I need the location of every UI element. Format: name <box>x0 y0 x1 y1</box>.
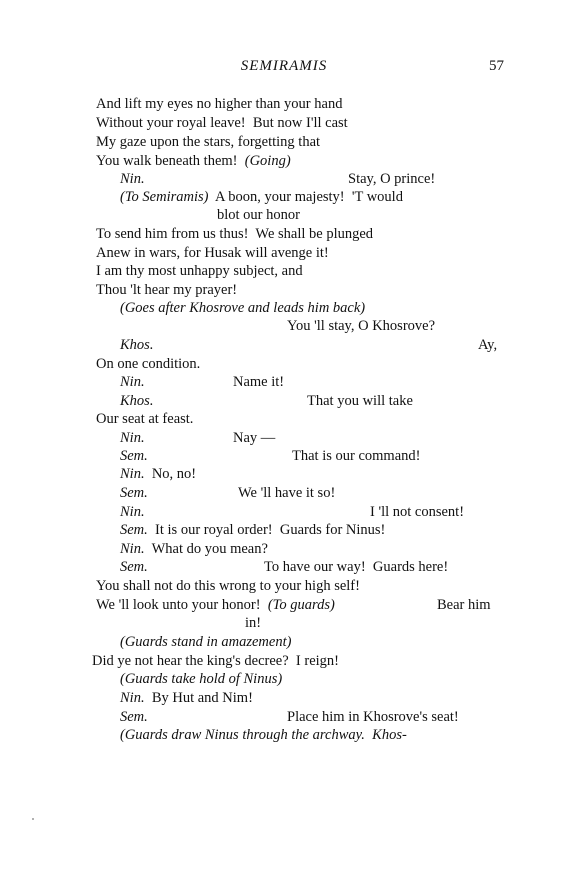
roman-text: Did ye not hear the king's decree? I reign! <box>92 653 339 669</box>
text-line <box>120 465 196 483</box>
italic-text: Sem. <box>120 559 148 575</box>
roman-text: Anew in wars, for Husak will avenge it! <box>96 245 329 261</box>
roman-text: You walk beneath them! <box>96 153 245 169</box>
italic-text: Nin. <box>120 374 145 390</box>
text-line <box>233 373 284 391</box>
roman-text: Ay, <box>478 337 498 353</box>
text-line <box>96 262 303 280</box>
roman-text: It is our royal order! Guards for Ninus! <box>147 522 386 538</box>
stage-direction <box>120 670 282 688</box>
italic-text: Nin. <box>120 541 145 557</box>
text-line <box>96 596 335 614</box>
italic-text: Nin. <box>120 171 145 187</box>
speaker-label <box>120 484 148 502</box>
text-line <box>287 708 459 726</box>
roman-text: That is our command! <box>292 448 421 464</box>
roman-text: Name it! <box>233 374 285 390</box>
stage-direction <box>120 633 291 651</box>
text-line <box>96 244 329 262</box>
text-line <box>245 614 261 632</box>
text-line <box>348 170 435 188</box>
text-line <box>96 281 237 299</box>
roman-text: You shall not do this wrong to your high self! <box>96 578 360 594</box>
text-line <box>120 689 253 707</box>
italic-text: Nin. <box>120 430 145 446</box>
roman-text: We 'll look unto your honor! <box>96 597 268 613</box>
page-number: 57 <box>489 58 504 74</box>
italic-text: Nin. <box>120 466 145 482</box>
italic-text: Nin. <box>120 504 145 520</box>
italic-text: (Guards draw Ninus through the archway. Khos- <box>120 727 407 743</box>
italic-text: Sem. <box>120 522 148 538</box>
stage-direction <box>120 726 407 744</box>
speaker-label <box>120 558 148 576</box>
text-line <box>307 392 413 410</box>
speaker-label <box>120 373 145 391</box>
italic-text: Sem. <box>120 485 148 501</box>
roman-text: And lift my eyes no higher than your hand <box>96 96 343 112</box>
italic-text: Khos. <box>120 337 154 353</box>
page-speck <box>32 818 34 820</box>
roman-text: What do you mean? <box>144 541 268 557</box>
roman-text: Without your royal leave! But now I'll cast <box>96 115 348 131</box>
roman-text: Place him in Khosrove's seat! <box>287 709 459 725</box>
italic-text: (Goes after Khosrove and leads him back) <box>120 300 366 316</box>
text-line <box>96 577 360 595</box>
speaker-label <box>120 336 153 354</box>
roman-text: Stay, O prince! <box>348 171 436 187</box>
roman-text: I 'll not consent! <box>370 504 465 520</box>
text-line <box>478 336 497 354</box>
text-line <box>120 540 268 558</box>
roman-text: To send him from us thus! We shall be plunged <box>96 226 374 242</box>
roman-text: Bear him <box>437 597 491 613</box>
italic-text: Khos. <box>120 393 154 409</box>
roman-text: in! <box>245 615 262 631</box>
roman-text: I am thy most unhappy subject, and <box>96 263 303 279</box>
italic-text: (To Semiramis) <box>120 189 209 205</box>
italic-text: Nin. <box>120 690 145 706</box>
speaker-label <box>120 170 145 188</box>
text-line <box>96 95 342 113</box>
text-line <box>370 503 464 521</box>
text-line <box>287 317 435 335</box>
italic-text: (Going) <box>244 153 291 169</box>
roman-text: That you will take <box>307 393 413 409</box>
roman-text: No, no! <box>144 466 197 482</box>
speaker-label <box>120 708 148 726</box>
text-line <box>120 188 403 206</box>
italic-text: (To guards) <box>267 597 335 613</box>
roman-text: Nay — <box>233 430 276 446</box>
roman-text: By Hut and Nim! <box>144 690 253 706</box>
italic-text: (Guards take hold of Ninus) <box>120 671 283 687</box>
text-line <box>292 447 420 465</box>
italic-text: Sem. <box>120 709 148 725</box>
text-line <box>96 225 373 243</box>
text-line <box>96 114 348 132</box>
roman-text: On one condition. <box>96 356 201 372</box>
roman-text: To have our way! Guards here! <box>264 559 449 575</box>
text-line <box>96 355 200 373</box>
text-line <box>238 484 335 502</box>
text-line <box>217 206 300 224</box>
roman-text: Our seat at feast. <box>96 411 194 427</box>
running-header-title: SEMIRAMIS <box>240 58 328 74</box>
roman-text: My gaze upon the stars, forgetting that <box>96 134 321 150</box>
roman-text: A boon, your majesty! 'T would <box>208 189 403 205</box>
italic-text: (Guards stand in amazement) <box>120 634 292 650</box>
italic-text: Sem. <box>120 448 148 464</box>
speaker-label <box>120 447 148 465</box>
text-line <box>96 152 291 170</box>
speaker-label <box>120 429 145 447</box>
text-line <box>437 596 491 614</box>
text-line <box>264 558 448 576</box>
text-line <box>233 429 275 447</box>
roman-text: blot our honor <box>217 207 300 223</box>
speaker-label <box>120 503 145 521</box>
speaker-label <box>120 392 153 410</box>
text-line <box>92 652 339 670</box>
roman-text: We 'll have it so! <box>238 485 336 501</box>
stage-direction <box>120 299 365 317</box>
roman-text: Thou 'lt hear my prayer! <box>96 282 238 298</box>
roman-text: You 'll stay, O Khosrove? <box>287 318 436 334</box>
text-line <box>96 410 193 428</box>
text-line <box>96 133 320 151</box>
text-line <box>120 521 385 539</box>
